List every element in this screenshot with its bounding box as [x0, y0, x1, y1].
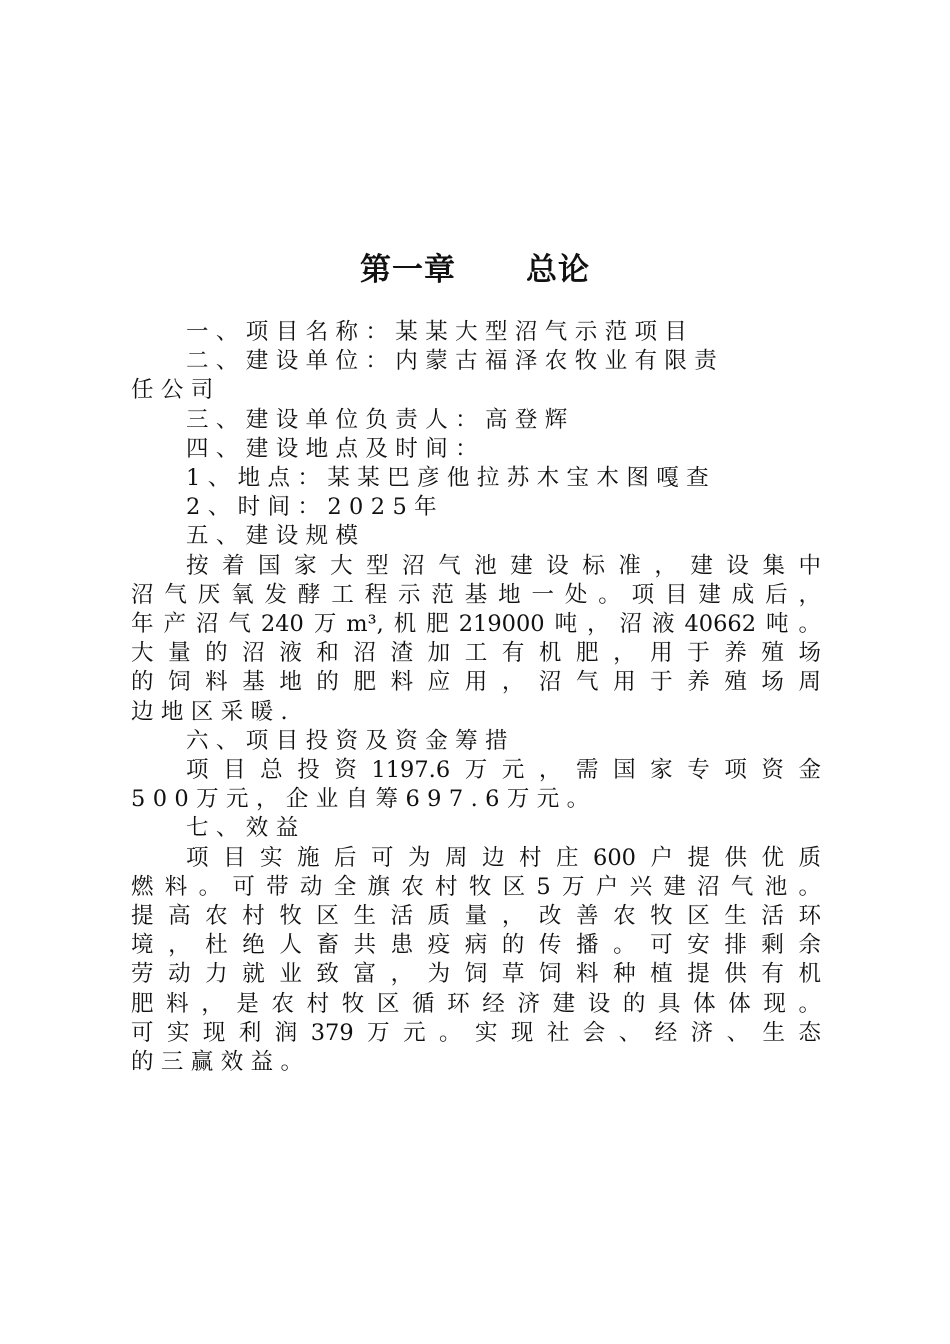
- document-body: [131, 318, 821, 1077]
- scale-paragraph-line: 年产沼气240万m³,机肥219000吨，沼液40662吨。: [131, 611, 821, 638]
- benefit-paragraph-line: 提高农村牧区生活质量，改善农牧区生活环: [131, 903, 821, 930]
- chapter-number: 第一章: [360, 252, 456, 288]
- item-construction-unit: 二、建设单位：内蒙古福泽农牧业有限责: [186, 348, 725, 375]
- item-construction-unit-cont: 任公司: [131, 377, 221, 404]
- item-scale-heading: 五、建设规模: [186, 523, 366, 550]
- scale-paragraph-line: 边地区采暖.: [131, 698, 296, 725]
- scale-paragraph-line: 的饲料基地的肥料应用，沼气用于养殖场周: [131, 669, 821, 696]
- benefit-paragraph-line: 境，杜绝人畜共患疫病的传播。可安排剩余: [131, 932, 821, 959]
- benefit-paragraph-line: 肥料，是农村牧区循环经济建设的具体体现。: [131, 990, 821, 1017]
- benefit-paragraph-line: 项目实施后可为周边村庄600户提供优质: [186, 844, 821, 871]
- benefit-paragraph-line: 劳动力就业致富，为饲草饲料种植提供有机: [131, 961, 821, 988]
- item-project-name: 一、项目名称：某某大型沼气示范项目: [186, 319, 695, 345]
- item-benefit-heading: 七、效益: [186, 815, 306, 842]
- benefit-paragraph-line: 的三赢效益。: [131, 1049, 311, 1076]
- investment-paragraph-line: 项目总投资1197.6万元，需国家专项资金: [186, 757, 821, 784]
- sub-item-location: 1、地点：某某巴彦他拉苏木宝木图嘎查: [186, 465, 717, 492]
- investment-paragraph-line: 500万元，企业自筹697.6万元。: [131, 786, 597, 813]
- item-location-time: 四、建设地点及时间：: [186, 435, 486, 462]
- item-investment-heading: 六、项目投资及资金筹措: [186, 727, 515, 754]
- scale-paragraph-line: 大量的沼液和沼渣加工有机肥，用于养殖场: [131, 640, 821, 667]
- scale-paragraph-line: 按着国家大型沼气池建设标准，建设集中: [186, 552, 821, 579]
- sub-item-time: 2、时间：2025年: [186, 494, 445, 521]
- benefit-paragraph-line: 可实现利润379万元。实现社会、经济、生态: [131, 1019, 821, 1046]
- chapter-title: 总论: [526, 252, 590, 288]
- item-unit-leader: 三、建设单位负责人：高登辉: [186, 406, 575, 433]
- chapter-heading: [0, 248, 950, 292]
- benefit-paragraph-line: 燃料。可带动全旗农村牧区5万户兴建沼气池。: [131, 873, 821, 900]
- scale-paragraph-line: 沼气厌氧发酵工程示范基地一处。项目建成后，: [131, 581, 821, 608]
